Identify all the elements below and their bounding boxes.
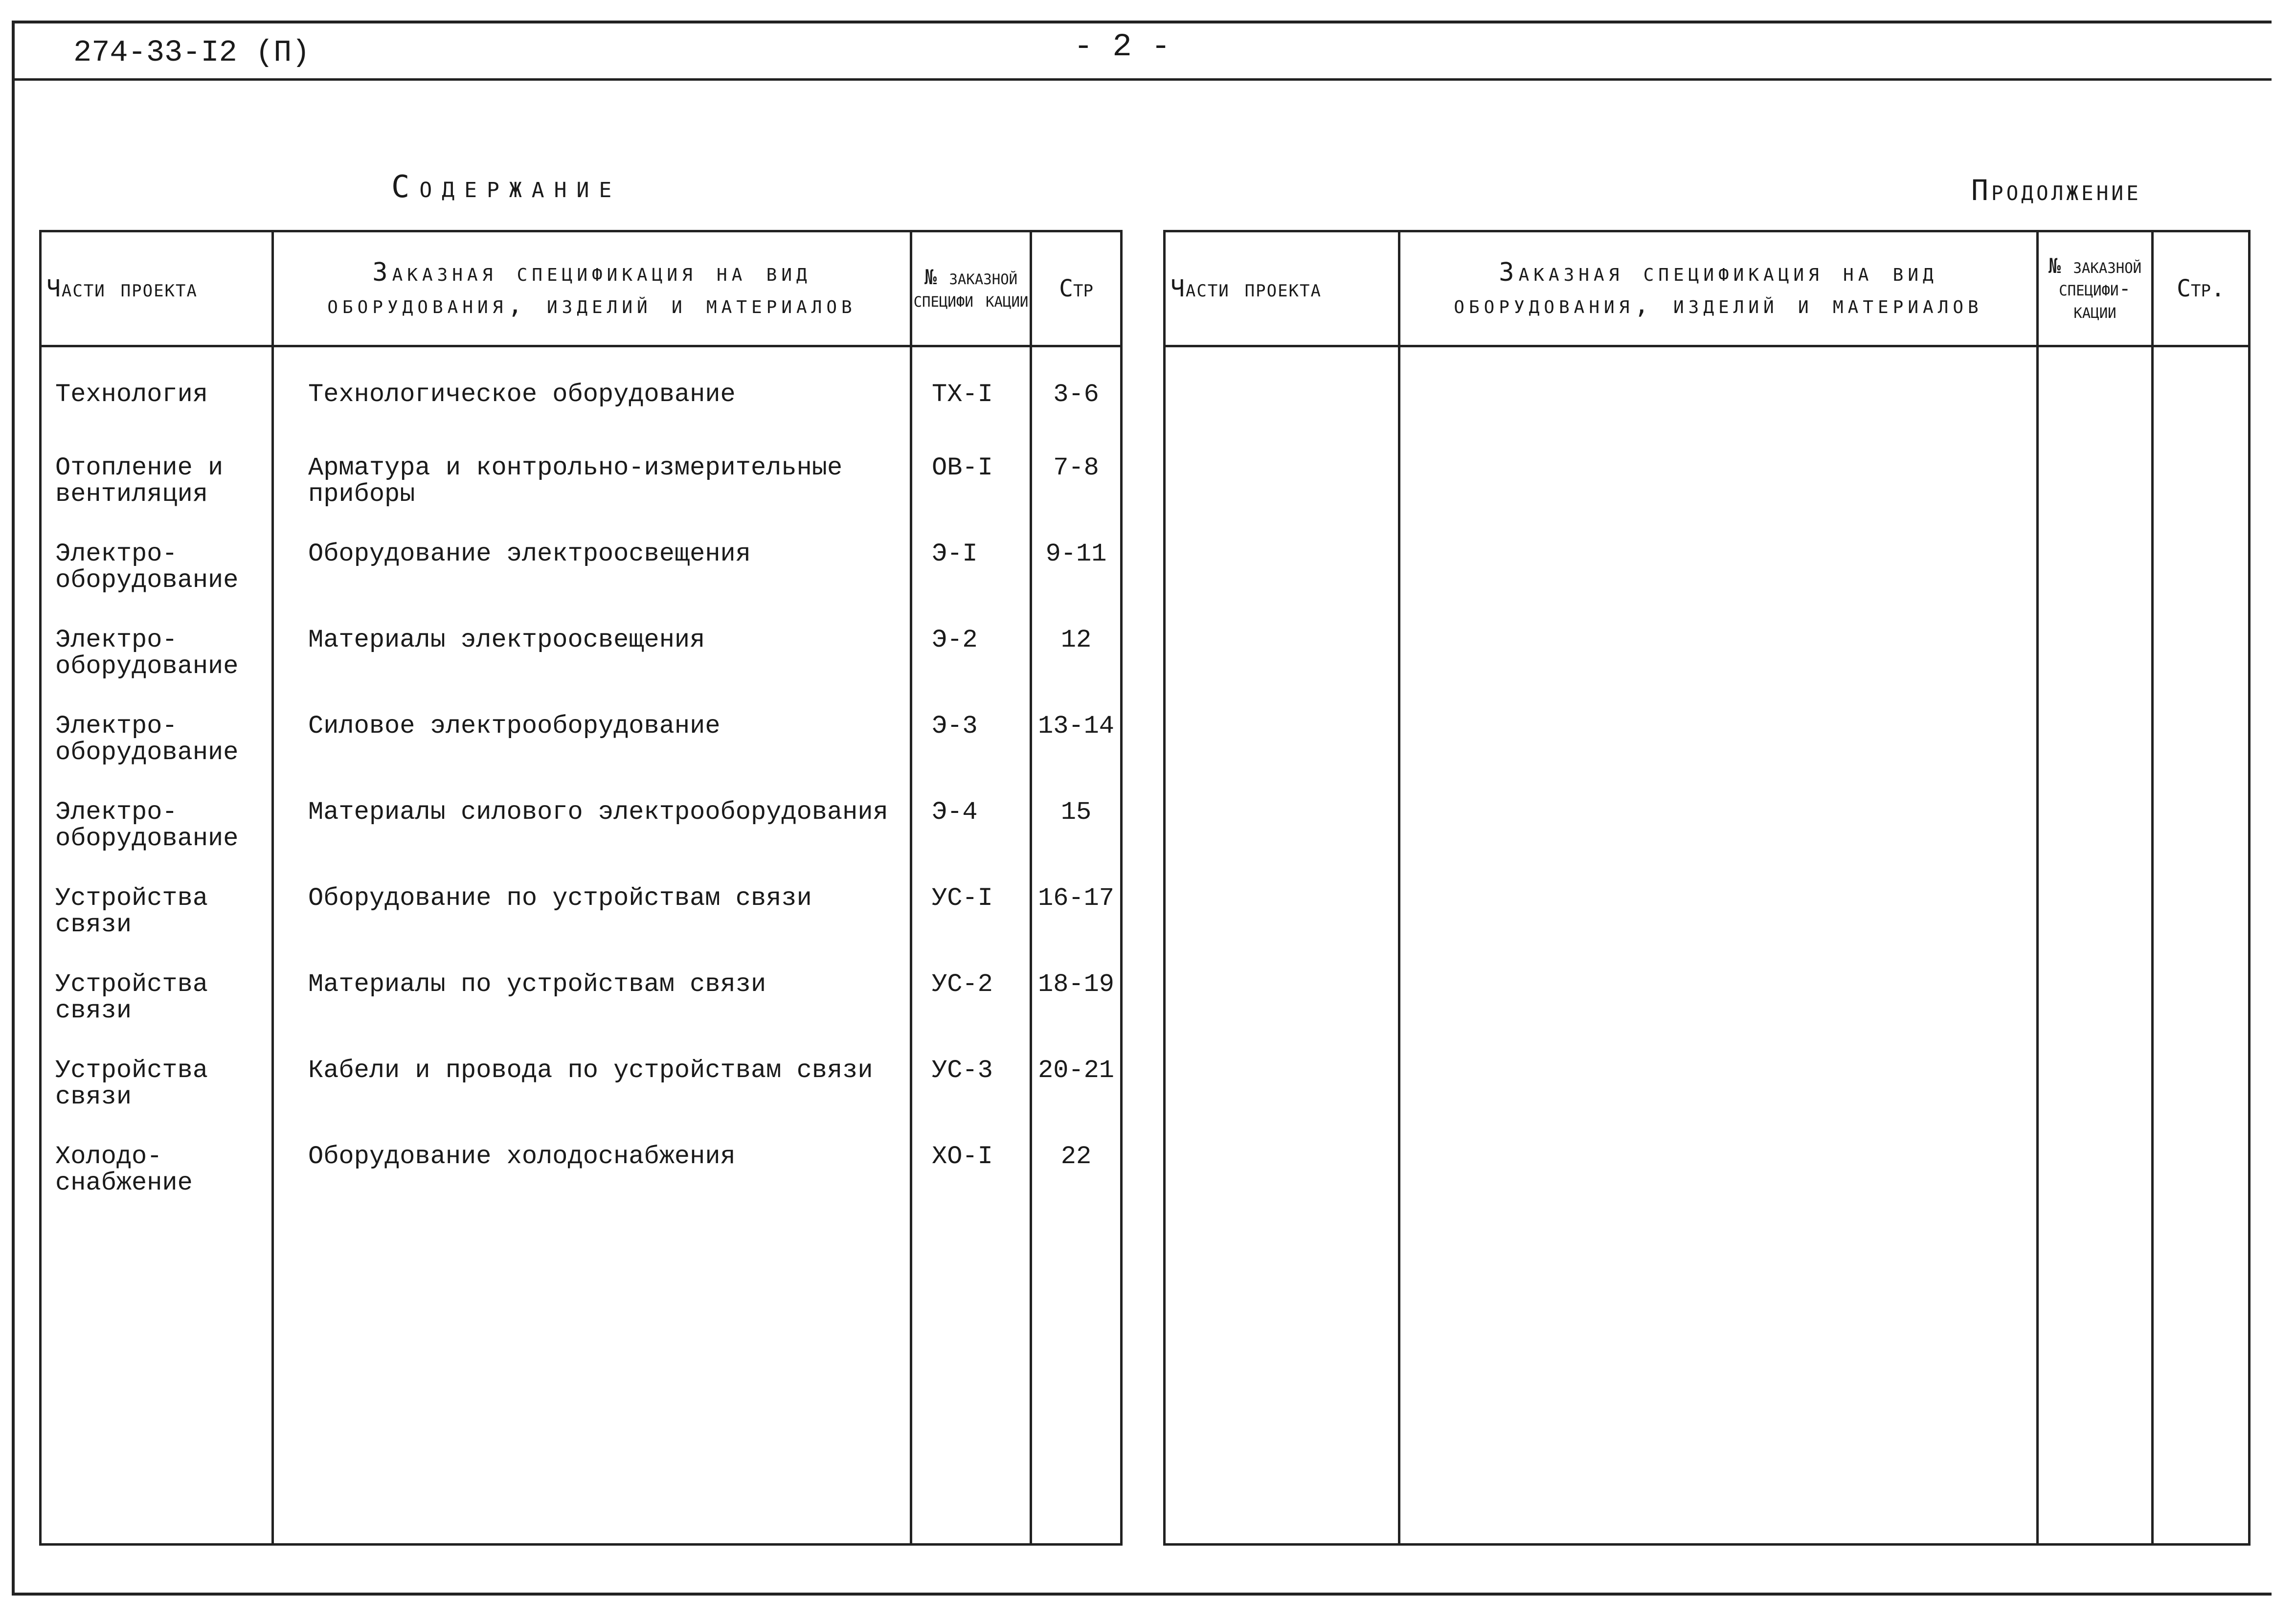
page-number: - 2 -	[1074, 28, 1171, 65]
cell-spec-number: УС-I	[911, 885, 1031, 971]
table-header-row	[41, 231, 1122, 346]
cell-spec-number: УС-3	[911, 1058, 1031, 1144]
cell-page: 13-14	[1031, 713, 1122, 799]
cell-spec-number: ОВ-I	[911, 455, 1031, 541]
cell-spec: Оборудование по устройствам связи	[273, 885, 911, 971]
cell-spec: Технологическое оборудование	[273, 346, 911, 455]
cell-page: 16-17	[1031, 885, 1122, 971]
cell-spec: Оборудование электроосвещения	[273, 541, 911, 627]
document-code: 274-33-I2 (П)	[73, 35, 310, 70]
cell-page: 3-6	[1031, 346, 1122, 455]
cell-spec: Материалы по устройствам связи	[273, 971, 911, 1058]
cell-page: 15	[1031, 799, 1122, 885]
cell-spec: Материалы электроосвещения	[273, 627, 911, 713]
table-row	[41, 1058, 1122, 1144]
cell-part: Электро-оборудование	[41, 799, 273, 885]
table-row	[41, 971, 1122, 1058]
empty-table-body	[1165, 346, 2250, 1545]
cell-part: Электро-оборудование	[41, 713, 273, 799]
table-filler-row	[41, 1230, 1122, 1545]
cell-page: 7-8	[1031, 455, 1122, 541]
cell-spec: Арматура и контрольно-измерительные приборы	[273, 455, 911, 541]
cell-spec: Материалы силового электрооборудования	[273, 799, 911, 885]
empty-cell	[1399, 346, 2038, 1545]
empty-cell	[2038, 346, 2153, 1545]
empty-cell	[1165, 346, 1399, 1545]
empty-cell	[911, 1230, 1031, 1545]
contents-title: Содержание	[391, 169, 622, 204]
table-row	[41, 713, 1122, 799]
column-header-spec-number: № заказной специфи-кации	[2038, 231, 2153, 346]
table-row	[41, 455, 1122, 541]
cell-part: Устройства связи	[41, 885, 273, 971]
cell-part: Устройства связи	[41, 971, 273, 1058]
empty-cell	[1031, 1230, 1122, 1545]
cell-spec-number: ХО-I	[911, 1144, 1031, 1230]
table-row	[41, 799, 1122, 885]
column-header-page: Стр.	[2153, 231, 2250, 346]
column-header-spec: Заказная спецификация на вид оборудования, изделий и материалов	[1399, 231, 2038, 346]
column-header-spec-number: № заказной специфи кации	[911, 231, 1031, 346]
cell-spec: Оборудование холодоснабжения	[273, 1144, 911, 1230]
table-row	[41, 627, 1122, 713]
header-divider	[12, 78, 2272, 81]
cell-page: 20-21	[1031, 1058, 1122, 1144]
column-header-page: Стр	[1031, 231, 1122, 346]
cell-part: Устройства связи	[41, 1058, 273, 1144]
table-row	[41, 1144, 1122, 1230]
cell-part: Холодо-снабжение	[41, 1144, 273, 1230]
cell-part: Технология	[41, 346, 273, 455]
cell-page: 22	[1031, 1144, 1122, 1230]
cell-part: Электро-оборудование	[41, 627, 273, 713]
cell-spec-number: УС-2	[911, 971, 1031, 1058]
cell-spec-number: Э-I	[911, 541, 1031, 627]
cell-spec: Силовое электрооборудование	[273, 713, 911, 799]
cell-spec-number: Э-2	[911, 627, 1031, 713]
cell-part: Электро-оборудование	[41, 541, 273, 627]
cell-spec-number: Э-3	[911, 713, 1031, 799]
continuation-title: Продолжение	[1971, 174, 2141, 207]
contents-table	[39, 230, 1123, 1546]
cell-page: 9-11	[1031, 541, 1122, 627]
cell-spec: Кабели и провода по устройствам связи	[273, 1058, 911, 1144]
column-header-part: Части проекта	[41, 231, 273, 346]
column-header-part: Части проекта	[1165, 231, 1399, 346]
cell-page: 18-19	[1031, 971, 1122, 1058]
empty-cell	[273, 1230, 911, 1545]
table-row	[41, 541, 1122, 627]
continuation-table	[1163, 230, 2251, 1546]
column-header-spec: Заказная спецификация на вид оборудования, изделий и материалов	[273, 231, 911, 346]
cell-spec-number: ТХ-I	[911, 346, 1031, 455]
cell-part: Отопление и вентиляция	[41, 455, 273, 541]
empty-cell	[2153, 346, 2250, 1545]
empty-cell	[41, 1230, 273, 1545]
cell-spec-number: Э-4	[911, 799, 1031, 885]
table-row	[41, 885, 1122, 971]
cell-page: 12	[1031, 627, 1122, 713]
table-row	[41, 346, 1122, 455]
table-header-row	[1165, 231, 2250, 346]
